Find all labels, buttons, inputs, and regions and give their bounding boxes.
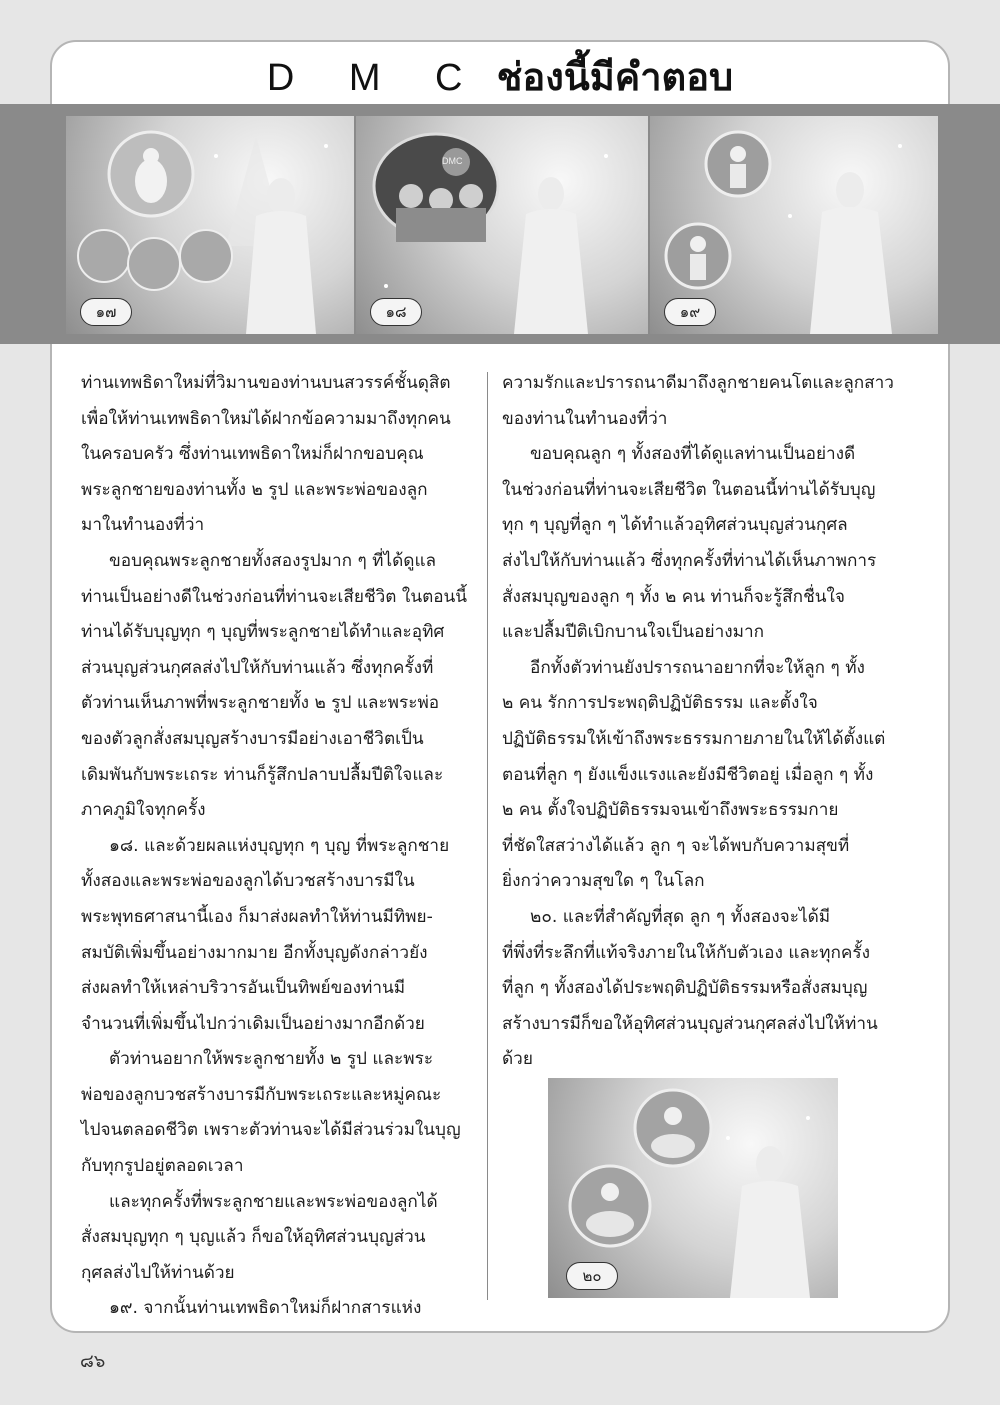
- text-line: กุศลส่งไปให้ท่านด้วย: [81, 1262, 235, 1283]
- illustration-17: [66, 116, 354, 334]
- text-line: อีกทั้งตัวท่านยังปรารถนาอยากที่จะให้ลูก ๆ ทั้ง: [530, 657, 865, 678]
- column-divider: [487, 372, 488, 1300]
- text-line: พ่อของลูกบวชสร้างบารมีกับพระเถระและหมู่คณะ: [81, 1084, 442, 1105]
- text-line: ตัวท่านเห็นภาพที่พระลูกชายทั้ง ๒ รูป และพระพ่อ: [81, 693, 440, 714]
- text-line: ๒ คน ตั้งใจปฏิบัติธรรมจนเข้าถึงพระธรรมกาย: [502, 800, 839, 821]
- text-line: เพื่อให้ท่านเทพธิดาใหม่ได้ฝากข้อความมาถึงทุกคน: [81, 408, 451, 429]
- text-line: ๒๐. และที่สำคัญที่สุด ลูก ๆ ทั้งสองจะได้มี: [530, 906, 831, 927]
- text-line: ทั้งสองและพระพ่อของลูกได้บวชสร้างบารมีใน: [81, 871, 415, 892]
- text-line: ปฏิบัติธรรมให้เข้าถึงพระธรรมกายภายในให้ได้ตั้งแต่: [502, 728, 886, 749]
- text-line: ที่ชัดใสสว่างได้แล้ว ลูก ๆ จะได้พบกับความสุขที่: [502, 835, 850, 856]
- text-line: ขอบคุณลูก ๆ ทั้งสองที่ได้ดูแลท่านเป็นอย่างดี: [530, 444, 856, 465]
- text-line: สมบัติเพิ่มขึ้นอย่างมากมาย อีกทั้งบุญดังกล่าวยัง: [81, 942, 428, 963]
- text-line: กับทุกรูปอยู่ตลอดเวลา: [81, 1156, 244, 1177]
- text-line: ที่พึ่งที่ระลึกที่แท้จริงภายในให้กับตัวเอง และทุกครั้ง: [502, 942, 871, 963]
- illustration-19: [650, 116, 938, 334]
- text-line: ในครอบครัว ซึ่งท่านเทพธิดาใหม่ก็ฝากขอบคุณ: [81, 444, 424, 465]
- text-line: ของตัวลูกสั่งสมบุญสร้างบารมีอย่างเอาชีวิตเป็น: [81, 728, 424, 749]
- text-line: และปลื้มปีติเบิกบานใจเป็นอย่างมาก: [502, 622, 765, 643]
- text-line: ในช่วงก่อนที่ท่านจะเสียชีวิต ในตอนนี้ท่านได้รับบุญ: [502, 479, 876, 500]
- text-line: พระลูกชายของท่านทั้ง ๒ รูป และพระพ่อของลูก: [81, 479, 428, 500]
- panel-number-badge: ๑๗: [80, 298, 132, 326]
- text-line: ๑๙. จากนั้นท่านเทพธิดาใหม่ก็ฝากสารแห่ง: [109, 1298, 422, 1319]
- page-number: ๘๖: [80, 1351, 106, 1372]
- text-line: จำนวนที่เพิ่มขึ้นไปกว่าเดิมเป็นอย่างมากอีกด้วย: [81, 1013, 425, 1034]
- text-line: ภาคภูมิใจทุกครั้ง: [81, 800, 206, 821]
- panel-number-badge: ๒๐: [566, 1262, 618, 1290]
- panel-number-badge: ๑๙: [664, 298, 716, 326]
- text-line: ความรักและปรารถนาดีมาถึงลูกชายคนโตและลูกสาว: [502, 373, 894, 393]
- text-line: ด้วย: [502, 1049, 533, 1070]
- text-line: ตัวท่านอยากให้พระลูกชายทั้ง ๒ รูป และพระ: [109, 1049, 434, 1070]
- page-title: [0, 52, 1000, 102]
- text-line: ท่านเป็นอย่างดีในช่วงก่อนที่ท่านจะเสียชีวิต ในตอนนี้: [81, 586, 468, 607]
- panel-number-badge: ๑๘: [370, 298, 422, 326]
- text-line: ยิ่งกว่าความสุขใด ๆ ในโลก: [502, 871, 705, 892]
- text-line: ท่านเทพธิดาใหม่ที่วิมานของท่านบนสวรรค์ชั้นดุสิต: [81, 373, 451, 393]
- text-line: เดิมพันกับพระเถระ ท่านก็รู้สึกปลาบปลื้มปีติใจและ: [81, 764, 444, 785]
- text-line: ท่านได้รับบุญทุก ๆ บุญที่พระลูกชายได้ทำและอุทิศ: [81, 622, 445, 643]
- text-line: ขอบคุณพระลูกชายทั้งสองรูปมาก ๆ ที่ได้ดูแล: [109, 550, 437, 571]
- text-line: ๑๘. และด้วยผลแห่งบุญทุก ๆ บุญ ที่พระลูกชาย: [109, 835, 450, 856]
- text-line: พระพุทธศาสนานี้เอง ก็มาส่งผลทำให้ท่านมีทิพย-: [81, 906, 433, 927]
- text-line: ไปจนตลอดชีวิต เพราะตัวท่านจะได้มีส่วนร่วมในบุญ: [81, 1120, 461, 1141]
- text-line: ของท่านในทำนองที่ว่า: [502, 408, 668, 429]
- text-line: ส่งไปให้กับท่านแล้ว ซึ่งทุกครั้งที่ท่านได้เห็นภาพการ: [502, 550, 877, 571]
- text-line: ที่ลูก ๆ ทั้งสองได้ประพฤติปฏิบัติธรรมหรือสั่งสมบุญ: [502, 978, 868, 999]
- text-line: ๒ คน รักการประพฤติปฏิบัติธรรม และตั้งใจ: [502, 693, 818, 714]
- text-line: ส่วนบุญส่วนกุศลส่งไปให้กับท่านแล้ว ซึ่งทุกครั้งที่: [81, 657, 434, 678]
- text-column-right: [502, 366, 898, 1078]
- illustration-18: [356, 116, 648, 334]
- text-line: และทุกครั้งที่พระลูกชายและพระพ่อของลูกได้: [109, 1191, 438, 1212]
- title-thai: ช่องนี้มีคำตอบ: [496, 55, 734, 99]
- title-latin: D M C: [266, 57, 485, 99]
- text-line: ส่งผลทำให้เหล่าบริวารอันเป็นทิพย์ของท่านมี: [81, 978, 406, 999]
- text-column-left: [81, 366, 477, 1327]
- screen-logo: DMC: [442, 156, 463, 166]
- text-line: ทุก ๆ บุญที่ลูก ๆ ได้ทำแล้วอุทิศส่วนบุญส่วนกุศล: [502, 515, 848, 536]
- text-line: มาในทำนองที่ว่า: [81, 515, 205, 536]
- text-line: สั่งสมบุญของลูก ๆ ทั้ง ๒ คน ท่านก็จะรู้สึกชื่นใจ: [502, 586, 845, 607]
- text-line: สั่งสมบุญทุก ๆ บุญแล้ว ก็ขอให้อุทิศส่วนบุญส่วน: [81, 1227, 426, 1248]
- illustration-20: [548, 1078, 838, 1298]
- text-line: ตอนที่ลูก ๆ ยังแข็งแรงและยังมีชีวิตอยู่ เมื่อลูก ๆ ทั้ง: [502, 764, 874, 785]
- text-line: สร้างบารมีก็ขอให้อุทิศส่วนบุญส่วนกุศลส่งไปให้ท่าน: [502, 1013, 878, 1034]
